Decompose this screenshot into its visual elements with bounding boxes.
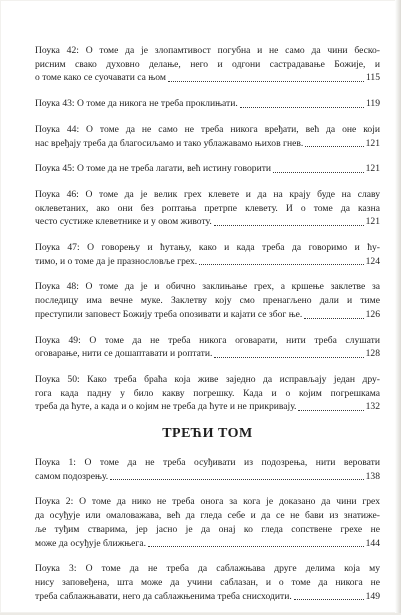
toc-entry bbox=[35, 123, 380, 150]
page-number: 124 bbox=[365, 255, 380, 267]
toc-entry-line: рисним свако духовно делање, него и одгони састрадавање Божије, и bbox=[35, 58, 380, 70]
page-number: 138 bbox=[365, 470, 380, 482]
toc-entry-line: последицу има вечне муке. Заклетву коју смо пренагљено дали и тиме bbox=[35, 295, 380, 307]
toc-entry-text: често сустиже клеветнике и у овом животу. bbox=[35, 216, 212, 228]
toc-entry-text: може да осуђује ближњега. bbox=[35, 537, 147, 549]
toc-entry bbox=[35, 97, 380, 111]
dot-leader bbox=[304, 318, 363, 319]
toc-entry-line: Поука 46: О томе да је велик грех клевете и да на крају буде на славу bbox=[35, 188, 380, 200]
toc-entry-last-line bbox=[35, 215, 380, 229]
toc-entry-last-line bbox=[35, 400, 380, 414]
toc-entry-line: Поука 49: О томе да не треба никога оговарати, нити треба слушати bbox=[35, 334, 380, 346]
toc-entry-text: нас вређају треба да благосиљамо и тако ублажавамо њихов гнев. bbox=[35, 137, 304, 149]
toc-entry-last-line bbox=[35, 255, 380, 269]
toc-entry-text: о томе како се суочавати са њом bbox=[35, 72, 166, 84]
toc-entry-text: преступили заповест Божију треба опозивати и кајати се због ње. bbox=[35, 308, 303, 320]
dot-leader bbox=[298, 410, 363, 411]
dot-leader bbox=[199, 264, 363, 265]
page-number: 126 bbox=[365, 308, 380, 320]
toc-entry-text: Поука 45: О томе да не треба лагати, већ истину говорити bbox=[35, 163, 272, 175]
page-number: 149 bbox=[365, 590, 380, 602]
toc-entry bbox=[35, 562, 380, 603]
toc-entry-text: треба саблажњавати, него да саблажњенима треба снисходити. bbox=[35, 590, 292, 602]
toc-entry-line: гога када падну у било какву погрешку. Када и о којим погрешкама bbox=[35, 387, 380, 399]
dot-leader bbox=[148, 546, 364, 547]
toc-entry-last-line bbox=[35, 347, 380, 361]
toc-entry-text: треба да ћуте, а када и о којим не треба да ћуте и не прикривају. bbox=[35, 401, 297, 413]
toc-entry bbox=[35, 280, 380, 321]
dot-leader bbox=[214, 225, 364, 226]
page-number: 144 bbox=[365, 537, 380, 549]
toc-entry-text: оговарање, нити се дошаптавати и роптати. bbox=[35, 348, 213, 360]
dot-leader bbox=[168, 81, 364, 82]
toc-entry bbox=[35, 373, 380, 414]
toc-entry-line: Поука 1: О томе да не треба осуђивати из подозрења, нити веровати bbox=[35, 457, 380, 469]
toc-entry-line: Поука 44: О томе да не само не треба никога вређати, већ да оне који bbox=[35, 123, 380, 135]
toc-entry-text: Поука 43: О томе да никога не треба проклињати. bbox=[35, 98, 238, 110]
toc-entry bbox=[35, 495, 380, 550]
toc-entry-line: оклеветаних, ако они без роптања претрпе клевету. И о томе да казна bbox=[35, 202, 380, 214]
dot-leader bbox=[240, 107, 364, 108]
page-number: 121 bbox=[365, 137, 380, 149]
toc-entry-line: нису заповеђена, шта може да учини саблазан, и о томе да никога не bbox=[35, 576, 380, 588]
toc-entry bbox=[35, 162, 380, 176]
page-number: 121 bbox=[365, 216, 380, 228]
toc-entry-last-line bbox=[35, 308, 380, 322]
section-heading: ТРЕЋИ ТОМ bbox=[162, 426, 253, 442]
toc-entry-line: ље туђим стварима, јер јасно је да онај ко гледа сопствене грехе не bbox=[35, 523, 380, 535]
toc-entry-last-line bbox=[35, 537, 380, 551]
page-number: 119 bbox=[365, 98, 380, 110]
dot-leader bbox=[305, 146, 363, 147]
toc-entry-last-line bbox=[35, 470, 380, 484]
page-number: 128 bbox=[365, 348, 380, 360]
toc-group-volume-three bbox=[35, 456, 380, 603]
toc-entry bbox=[35, 188, 380, 229]
toc-entry-last-line bbox=[35, 162, 380, 176]
toc-entry-line: да осуђује или омаловажава, већ да гледа себе и да се не бави из знатиже- bbox=[35, 510, 380, 522]
toc-entry-text: тимо, и о томе да је празнословље грех. bbox=[35, 255, 198, 267]
dot-leader bbox=[294, 599, 364, 600]
toc-entry-text: самом подозрењу. bbox=[35, 470, 109, 482]
dot-leader bbox=[214, 357, 363, 358]
toc-entry-last-line bbox=[35, 97, 380, 111]
toc-entry bbox=[35, 334, 380, 361]
toc-group-volume-two bbox=[35, 44, 380, 414]
toc-entry bbox=[35, 241, 380, 268]
toc-entry bbox=[35, 44, 380, 85]
toc-entry-last-line bbox=[35, 71, 380, 85]
dot-leader bbox=[273, 172, 364, 173]
toc-entry-line: Поука 50: Како треба браћа која живе заједно да исправљају један дру- bbox=[35, 373, 380, 385]
toc-entry-line: Поука 47: О говорењу и ћутању, како и када треба да говоримо и ћу- bbox=[35, 242, 380, 254]
toc-entry bbox=[35, 456, 380, 483]
toc-entry-line: Поука 2: О томе да нико не треба онога за кога је доказано да чини грех bbox=[35, 496, 380, 508]
toc-entry-line: Поука 3: О томе да не треба да саблажњава друге делима која му bbox=[35, 563, 380, 575]
page-number: 115 bbox=[365, 72, 380, 84]
toc-entry-last-line bbox=[35, 137, 380, 151]
toc-entry-line: Поука 42: О томе да је злопамтивост погубна и не само да чини беско- bbox=[35, 45, 380, 56]
toc-entry-line: Поука 48: О томе да је и обично заклињање грех, а кршење заклетве за bbox=[35, 281, 380, 293]
table-of-contents bbox=[35, 44, 380, 615]
page-number: 121 bbox=[365, 163, 380, 175]
toc-entry-last-line bbox=[35, 590, 380, 604]
page-number: 132 bbox=[365, 401, 380, 413]
page-edge-shadow bbox=[395, 0, 401, 613]
dot-leader bbox=[110, 479, 363, 480]
